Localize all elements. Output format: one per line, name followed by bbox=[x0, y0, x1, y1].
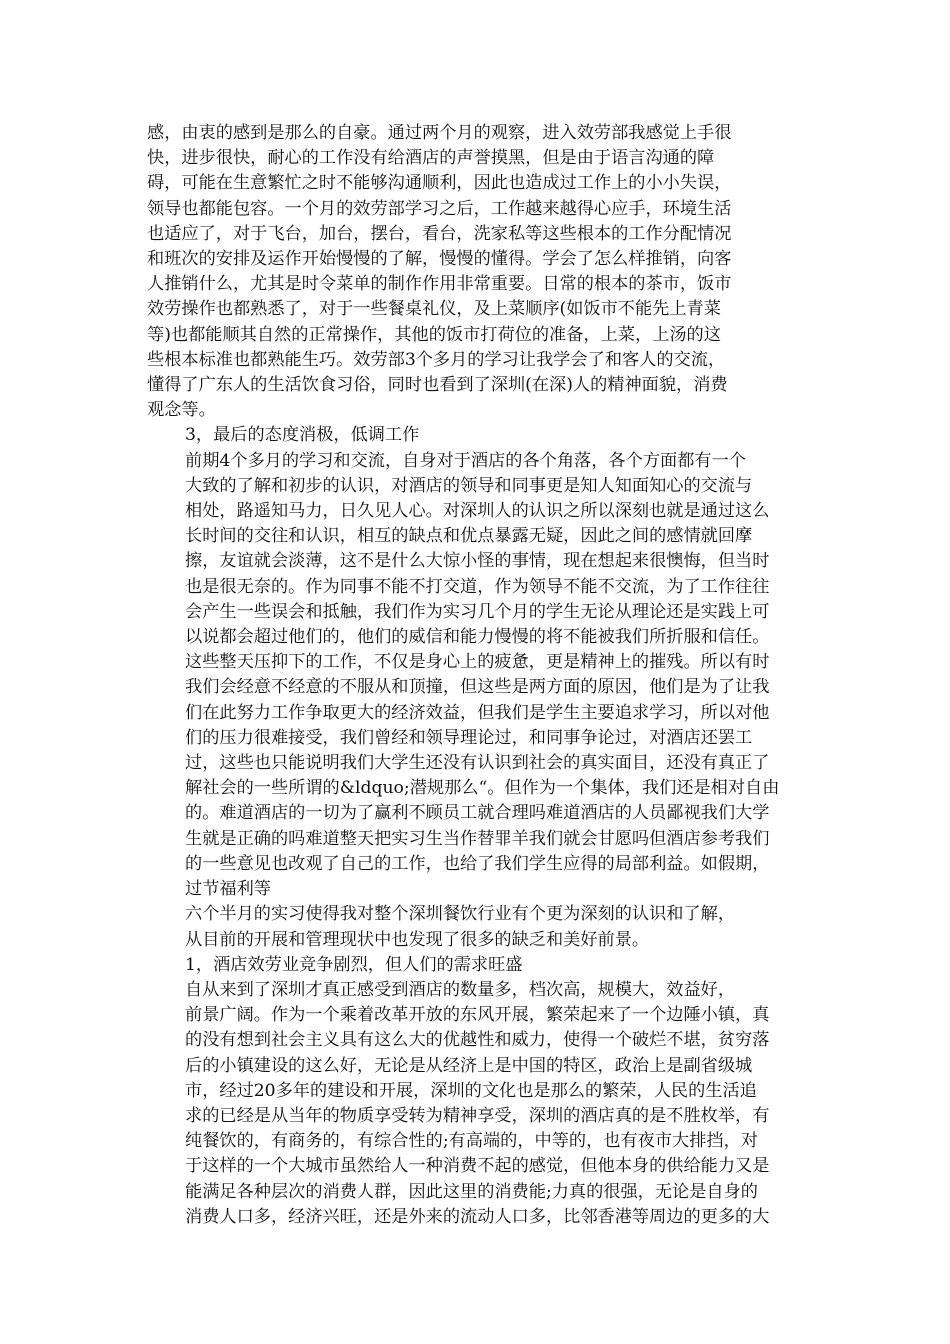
text-line: 解社会的一些所谓的&ldquo;潜规那么“。但作为一个集体，我们还是相对自由 bbox=[185, 778, 780, 799]
text-line: 的没有想到社会主义具有这么大的优越性和威力，使得一个破烂不堪，贫穷落 bbox=[185, 1030, 770, 1051]
text-line: 会产生一些误会和抵触，我们作为实习几个月的学生无论从理论还是实践上可 bbox=[185, 601, 770, 622]
paragraph-intro bbox=[147, 121, 803, 423]
text-line: 和班次的安排及运作开始慢慢的了解，慢慢的懂得。学会了怎么样推销，向客 bbox=[147, 249, 732, 270]
text-line: 也是很无奈的。作为同事不能不打交道，作为领导不能不交流，为了工作往往 bbox=[185, 576, 770, 597]
text-line: 碍，可能在生意繁忙之时不能够沟通顺利，因此也造成过工作上的小小失误， bbox=[147, 173, 732, 194]
text-line: 3，最后的态度消极，低调工作 bbox=[185, 425, 420, 446]
text-line: 领导也都能包容。一个月的效劳部学习之后，工作越来越得心应手，环境生活 bbox=[147, 198, 732, 219]
text-line: 的。难道酒店的一切为了赢利不顾员工就合理吗难道酒店的人员鄙视我们大学 bbox=[185, 803, 770, 824]
text-line: 能满足各种层次的消费人群，因此这里的消费能;力真的很强，无论是自身的 bbox=[185, 1181, 758, 1202]
text-line: 从目前的开展和管理现状中也发现了很多的缺乏和美好前景。 bbox=[185, 929, 650, 950]
paragraph-attitude bbox=[147, 449, 803, 903]
text-line: 大致的了解和初步的认识，对酒店的领导和同事更是知人知面知心的交流与 bbox=[185, 475, 753, 496]
text-line: 懂得了广东人的生活饮食习俗，同时也看到了深圳(在深)人的精神面貌，消费 bbox=[147, 375, 728, 396]
text-line: 自从来到了深圳才真正感受到酒店的数量多，档次高，规模大，效益好， bbox=[185, 979, 736, 1000]
text-line: 1，酒店效劳业竞争剧烈，但人们的需求旺盛 bbox=[185, 954, 523, 975]
text-line: 后的小镇建设的这么好，无论是从经济上是中国的特区，政治上是副省级城 bbox=[185, 1055, 753, 1076]
paragraph-summary bbox=[147, 902, 803, 952]
text-line: 市，经过20多年的建设和开展，深圳的文化也是那么的繁荣，人民的生活追 bbox=[185, 1080, 757, 1101]
text-line: 快，进步很快，耐心的工作没有给酒店的声誉摸黑，但是由于语言沟通的障 bbox=[147, 148, 715, 169]
text-line: 过，这些也只能说明我们大学生还没有认识到社会的真实面目，还没有真正了 bbox=[185, 753, 770, 774]
text-line: 感，由衷的感到是那么的自豪。通过两个月的观察，进入效劳部我感觉上手很 bbox=[147, 123, 732, 143]
text-line: 消费人口多，经济兴旺，还是外来的流动人口多，比邻香港等周边的更多的大 bbox=[185, 1206, 770, 1227]
text-line: 也适应了，对于飞台，加台，摆台，看台，洗家私等这些根本的工作分配情况 bbox=[147, 223, 732, 244]
text-line: 六个半月的实习使得我对整个深圳餐饮行业有个更为深刻的认识和了解， bbox=[185, 904, 736, 925]
text-line: 过节福利等 bbox=[185, 879, 271, 900]
text-line: 们的压力很难接受，我们曾经和领导理论过，和同事争论过，对酒店还罢工 bbox=[185, 727, 753, 748]
heading-1-competition bbox=[147, 953, 803, 978]
text-line: 于这样的一个大城市虽然给人一种消费不起的感觉，但他本身的供给能力又是 bbox=[185, 1156, 770, 1177]
text-line: 相处，路遥知马力，日久见人心。对深圳人的认识之所以深刻也就是通过这么 bbox=[185, 501, 770, 522]
text-line: 我们会经意不经意的不服从和顶撞，但这些是两方面的原因，他们是为了让我 bbox=[185, 677, 770, 698]
text-line: 以说都会超过他们的，他们的威信和能力慢慢的将不能被我们所折服和信任。 bbox=[185, 627, 770, 648]
text-line: 求的已经是从当年的物质享受转为精神享受，深圳的酒店真的是不胜枚举，有 bbox=[185, 1105, 770, 1126]
text-line: 擦，友谊就会淡薄，这不是什么大惊小怪的事情，现在想起来很懊悔，但当时 bbox=[185, 551, 770, 572]
text-line: 人推销什么，尤其是时令菜单的制作作用非常重要。日常的根本的茶市，饭市 bbox=[147, 274, 732, 295]
text-line: 效劳操作也都熟悉了，对于一些餐桌礼仪，及上菜顺序(如饭市不能先上青菜 bbox=[147, 299, 721, 320]
text-line: 前期4个多月的学习和交流，自身对于酒店的各个角落，各个方面都有一个 bbox=[185, 450, 746, 471]
text-line: 些根本标准也都熟能生巧。效劳部3个多月的学习让我学会了和客人的交流， bbox=[147, 349, 726, 370]
heading-3-attitude bbox=[147, 423, 803, 448]
text-line: 生就是正确的吗难道整天把实习生当作替罪羊我们就会甘愿吗但酒店参考我们 bbox=[185, 828, 770, 849]
text-line: 们在此努力工作争取更大的经济效益，但我们是学生主要追求学习，所以对他 bbox=[185, 702, 770, 723]
text-line: 的一些意见也改观了自己的工作，也给了我们学生应得的局部利益。如假期， bbox=[185, 853, 770, 874]
text-line: 观念等。 bbox=[147, 400, 216, 421]
text-line: 前景广阔。作为一个乘着改革开放的东风开展，繁荣起来了一个边陲小镇，真 bbox=[185, 1005, 770, 1026]
text-line: 等)也都能顺其自然的正常操作，其他的饭市打荷位的准备，上菜，上汤的这 bbox=[147, 324, 721, 345]
text-line: 长时间的交往和认识，相互的缺点和优点暴露无疑，因此之间的感情就回摩 bbox=[185, 526, 753, 547]
paragraph-competition bbox=[147, 978, 803, 1230]
text-line: 纯餐饮的，有商务的，有综合性的;有高端的，中等的，也有夜市大排挡，对 bbox=[185, 1131, 758, 1152]
text-line: 这些整天压抑下的工作，不仅是身心上的疲惫，更是精神上的摧残。所以有时 bbox=[185, 652, 770, 673]
document-page bbox=[147, 121, 803, 1230]
